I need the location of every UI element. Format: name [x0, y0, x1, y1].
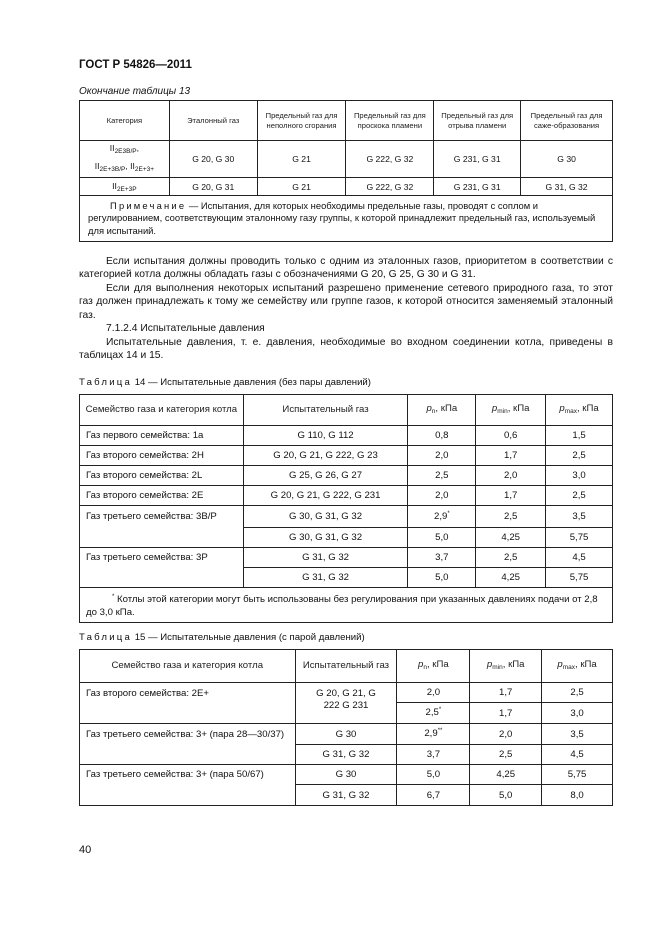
cell-gas: G 110, G 112 — [243, 426, 408, 446]
header-category: Категория — [80, 101, 170, 141]
cell: G 31, G 32 — [521, 178, 613, 196]
cell: G 21 — [257, 178, 346, 196]
cell-family: Газ первого семейства: 1а — [80, 426, 244, 446]
table-header-row — [80, 650, 613, 683]
header-flame-lift: Предельный газ для отрыва пламени — [434, 101, 521, 141]
header-pmax: $p_{max}$, кПа — [546, 395, 613, 426]
header-gas: Испытательный газ — [243, 395, 408, 426]
cell-pn: 2,5 — [408, 466, 476, 486]
header-gas: Испытательный газ — [295, 650, 397, 683]
cell-gas: G 30 — [295, 765, 397, 785]
section-heading: 7.1.2.4 Испытательные давления — [106, 323, 265, 334]
table14-caption: Таблица 14 — Испытательные давления (без пары давлений) — [79, 377, 371, 388]
cell-pn: 2,0 — [408, 486, 476, 506]
cell-pmax: 8,0 — [542, 785, 613, 806]
table-row — [80, 446, 613, 466]
header-pn: $p_n$, кПа — [397, 650, 470, 683]
table15-caption: Таблица 15 — Испытательные давления (с парой давлений) — [79, 632, 365, 643]
table-row — [80, 548, 613, 568]
cell-pn: 2,0 — [397, 683, 470, 703]
cell-pmax: 1,5 — [546, 426, 613, 446]
table-row — [80, 141, 613, 178]
cell-family: Газ третьего семейства: 3+ (пара 50/67) — [80, 765, 296, 806]
table13-caption: Окончание таблицы 13 — [79, 86, 191, 97]
cell-pn: 6,7 — [397, 785, 470, 806]
cell-gas: G 30 — [295, 724, 397, 745]
cell-pmin: 2,0 — [476, 466, 546, 486]
cell-pmin: 1,7 — [476, 486, 546, 506]
cell-pmin: 1,7 — [470, 683, 542, 703]
cell-gas: G 31, G 32 — [295, 785, 397, 806]
header-flashback: Предельный газ для проскока пламени — [346, 101, 434, 141]
table-row — [80, 486, 613, 506]
table-row — [80, 178, 613, 196]
cell-pmax: 4,5 — [546, 548, 613, 568]
cell-pmax: 5,75 — [546, 528, 613, 548]
cell-pmin: 5,0 — [470, 785, 542, 806]
cell-pn: 0,8 — [408, 426, 476, 446]
cell-gas: G 31, G 32 — [243, 548, 408, 568]
cell-gas: G 20, G 21, G 222, G 23 — [243, 446, 408, 466]
table-row — [80, 506, 613, 528]
paragraph: Если испытания должны проводить только с одним из эталонных газов, приоритетом в соответствии с категорией котла должны обладать газы с обозначениями G 20, G 25, G 30 и G 31. — [79, 256, 613, 281]
cell-pmax: 3,0 — [542, 703, 613, 724]
table-14 — [79, 394, 613, 623]
header-pmax: $p_{max}$, кПа — [542, 650, 613, 683]
cell-family: Газ третьего семейства: 3P — [80, 548, 244, 588]
cell-family: Газ третьего семейства: 3B/P — [80, 506, 244, 548]
cell-pn: 5,0 — [408, 528, 476, 548]
table-row — [80, 765, 613, 785]
cell-pmin: 2,5 — [470, 745, 542, 765]
header-sooting: Предельный газ для саже-образования — [521, 101, 613, 141]
table-row — [80, 724, 613, 745]
header-reference-gas: Эталонный газ — [169, 101, 257, 141]
document-header: ГОСТ Р 54826—2011 — [79, 59, 192, 71]
cell: G 20, G 30 — [169, 141, 257, 178]
cell-pn: 2,0 — [408, 446, 476, 466]
table-note-row — [80, 196, 613, 242]
note-text: — Испытания, для которых необходимы предельные газы, проводят с соплом и регулированием, соответствующим эталонному газу группы, к которой принадлежит предельный газ, используемый для испытаний. — [88, 199, 596, 236]
cell-pmax: 3,0 — [546, 466, 613, 486]
table-row — [80, 466, 613, 486]
note-label: Примечание — [110, 199, 187, 211]
cell-pn: 3,7 — [397, 745, 470, 765]
cell: G 231, G 31 — [434, 178, 521, 196]
cell-pmin: 4,25 — [470, 765, 542, 785]
table-footnote-row — [80, 588, 613, 623]
table-header-row — [80, 395, 613, 426]
cell: G 222, G 32 — [346, 141, 434, 178]
table-15 — [79, 649, 613, 806]
cell-family: Газ второго семейства: 2H — [80, 446, 244, 466]
cell: G 222, G 32 — [346, 178, 434, 196]
cell-pmax: 2,5 — [546, 486, 613, 506]
cell-pmin: 2,5 — [476, 506, 546, 528]
cell-pmin: 4,25 — [476, 528, 546, 548]
table-row — [80, 426, 613, 446]
cell-pn: 5,0 — [397, 765, 470, 785]
cell-pmin: 2,5 — [476, 548, 546, 568]
header-pmin: $p_{min}$, кПа — [476, 395, 546, 426]
header-pmin: $p_{min}$, кПа — [470, 650, 542, 683]
header-incomplete-combustion: Предельный газ для неполного сгорания — [257, 101, 346, 141]
table-header-row — [80, 101, 613, 141]
page-number: 40 — [79, 844, 92, 856]
cell-gas: G 30, G 31, G 32 — [243, 528, 408, 548]
table-footnote: * Котлы этой категории могут быть использованы без регулирования при указанных давлениях подачи от 2,8 до 3,0 кПа. — [80, 588, 613, 623]
cell-pmin: 2,0 — [470, 724, 542, 745]
cell-gas: G 20, G 21, G 222, G 231 — [243, 486, 408, 506]
cell-pn: 3,7 — [408, 548, 476, 568]
header-pn: $p_n$, кПа — [408, 395, 476, 426]
cell: G 21 — [257, 141, 346, 178]
cell-pmin: 4,25 — [476, 568, 546, 588]
header-family: Семейство газа и категория котла — [80, 650, 296, 683]
cell-pn: 2,9* — [408, 506, 476, 528]
cell-pmax: 4,5 — [542, 745, 613, 765]
cell-pmax: 3,5 — [542, 724, 613, 745]
cell-pmax: 5,75 — [546, 568, 613, 588]
cell-pmin: 0,6 — [476, 426, 546, 446]
cell-pn: 2,5* — [397, 703, 470, 724]
cell-pn: 2,9** — [397, 724, 470, 745]
cell-pmin: 1,7 — [470, 703, 542, 724]
category-cell: $II_{2E+3P}$ — [80, 178, 170, 196]
cell-family: Газ второго семейства: 2L — [80, 466, 244, 486]
cell-gas: G 30, G 31, G 32 — [243, 506, 408, 528]
cell-pmin: 1,7 — [476, 446, 546, 466]
cell-pmax: 2,5 — [542, 683, 613, 703]
cell: G 231, G 31 — [434, 141, 521, 178]
cell-family: Газ третьего семейства: 3+ (пара 28—30/37) — [80, 724, 296, 765]
cell-gas: G 31, G 32 — [243, 568, 408, 588]
table-row — [80, 683, 613, 703]
header-family: Семейство газа и категория котла — [80, 395, 244, 426]
cell-pmax: 3,5 — [546, 506, 613, 528]
paragraph: Испытательные давления, т. е. давления, необходимые во входном соединении котла, приведены в таблицах 14 и 15. — [79, 337, 613, 362]
cell-pmax: 5,75 — [542, 765, 613, 785]
cell: G 30 — [521, 141, 613, 178]
cell-gas: G 31, G 32 — [295, 745, 397, 765]
cell-pmax: 2,5 — [546, 446, 613, 466]
paragraph: Если для выполнения некоторых испытаний разрешено применение сетевого природного газа, то этот газ должен принадлежать к тому же семейству или группе газов, к которой относится заменяемый эталонный газ. — [79, 283, 613, 321]
table-13 — [79, 100, 613, 242]
cell-gas: G 20, G 21, G 222 G 231 — [295, 683, 397, 724]
cell-family: Газ второго семейства: 2E+ — [80, 683, 296, 724]
table-note — [80, 196, 613, 242]
category-cell: $II_{2E3B/P}$, $II_{2E+3B/P}$, $II_{2E+3+}$ — [80, 141, 170, 178]
cell-family: Газ второго семейства: 2E — [80, 486, 244, 506]
cell-pn: 5,0 — [408, 568, 476, 588]
cell: G 20, G 31 — [169, 178, 257, 196]
cell-gas: G 25, G 26, G 27 — [243, 466, 408, 486]
